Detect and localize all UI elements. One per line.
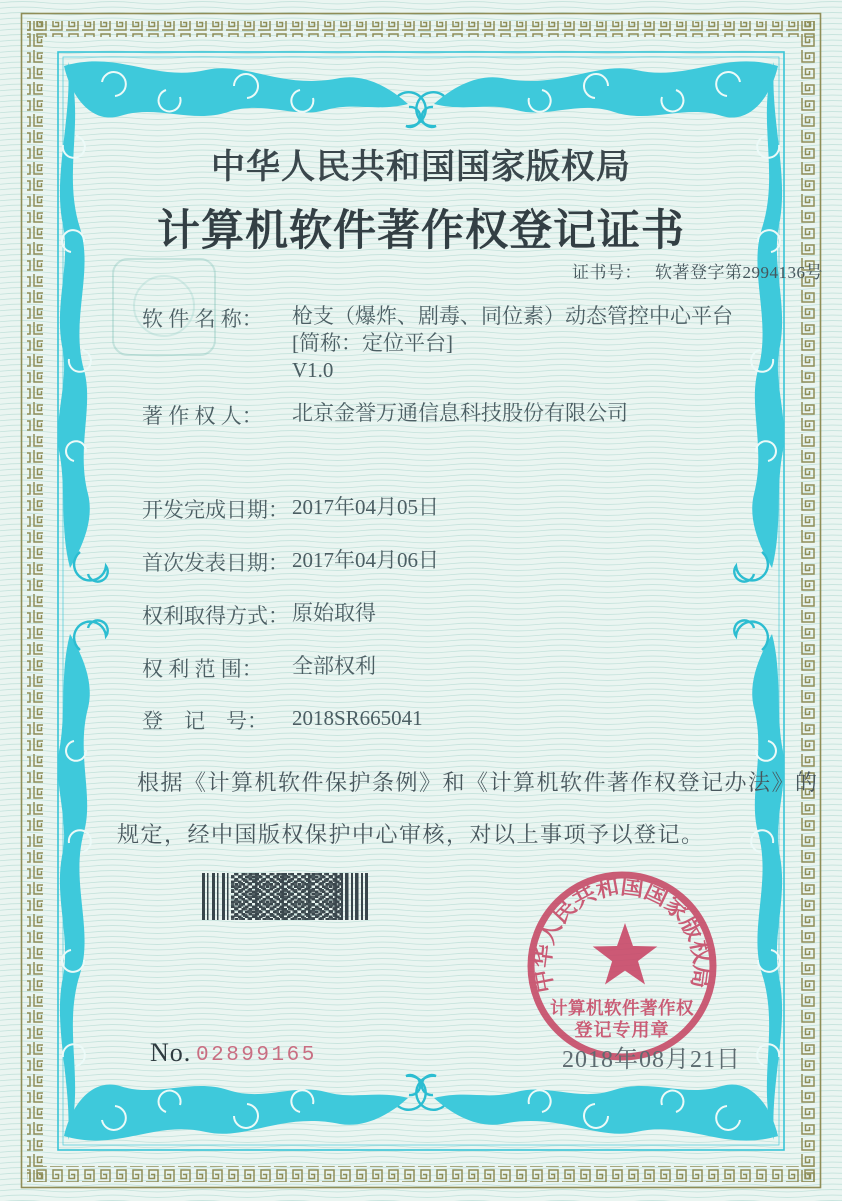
serial-no-label: No. (150, 1038, 192, 1067)
field-dev-complete-date (142, 494, 439, 522)
software-name: 枪支（爆炸、剧毒、同位素）动态管控中心平台 (292, 304, 733, 328)
certificate-title: 计算机软件著作权登记证书 (157, 208, 685, 255)
field-registration-no (142, 705, 423, 733)
statement-line-2: 规定，经中国版权保护中心审核，对以上事项予以登记。 (117, 822, 705, 847)
field-value: 北京金誉万通信息科技股份有限公司 (292, 401, 628, 425)
field-label: 权 利 范 围： (142, 657, 263, 681)
issuing-authority: 中华人民共和国国家版权局 (211, 149, 631, 186)
registration-number-value: 2018SR665041 (292, 706, 423, 730)
certificate-number (572, 258, 823, 283)
field-label: 权利取得方式： (142, 604, 289, 628)
barcode-stop-bars (341, 873, 368, 920)
field-label: 首次发表日期： (142, 551, 289, 575)
field-value: 全部权利 (292, 654, 376, 678)
seal-inner-line-1: 计算机软件著作权 (550, 998, 694, 1018)
field-software-name (142, 303, 733, 382)
field-label: 软 件 名 称： (142, 307, 263, 331)
seal-star-icon (593, 923, 658, 985)
field-value: 2017年04月05日 (292, 495, 439, 519)
seal-ring-text: 中华人民共和国国家版权局 (529, 873, 715, 995)
software-version: V1.0 (292, 358, 334, 382)
field-value: 原始取得 (292, 601, 376, 625)
field-label: 开发完成日期： (142, 498, 289, 522)
barcode-data-region (231, 873, 341, 920)
field-label: 登 记 号： (142, 709, 268, 733)
statement-line-1: 根据《计算机软件保护条例》和《计算机软件著作权登记办法》的 (137, 770, 819, 795)
seal-inner-line-2: 登记专用章 (574, 1020, 670, 1040)
field-right-scope (142, 653, 376, 681)
seal-date: 2018年08月21日 (562, 1047, 741, 1073)
certificate-number-label: 证书号： (572, 263, 642, 282)
field-copyright-owner (142, 400, 628, 428)
serial-no-value: 02899165 (196, 1044, 317, 1067)
certificate-number-value: 软著登字第2994136号 (655, 263, 823, 282)
barcode-start-bars (202, 873, 231, 920)
field-label: 著 作 权 人： (142, 404, 263, 428)
field-value (292, 303, 733, 384)
barcode-2d (202, 873, 368, 920)
software-short-name: [简称：定位平台] (292, 331, 453, 355)
field-first-publish-date (142, 547, 439, 575)
field-right-acquisition (142, 600, 376, 628)
field-value: 2017年04月06日 (292, 548, 439, 572)
